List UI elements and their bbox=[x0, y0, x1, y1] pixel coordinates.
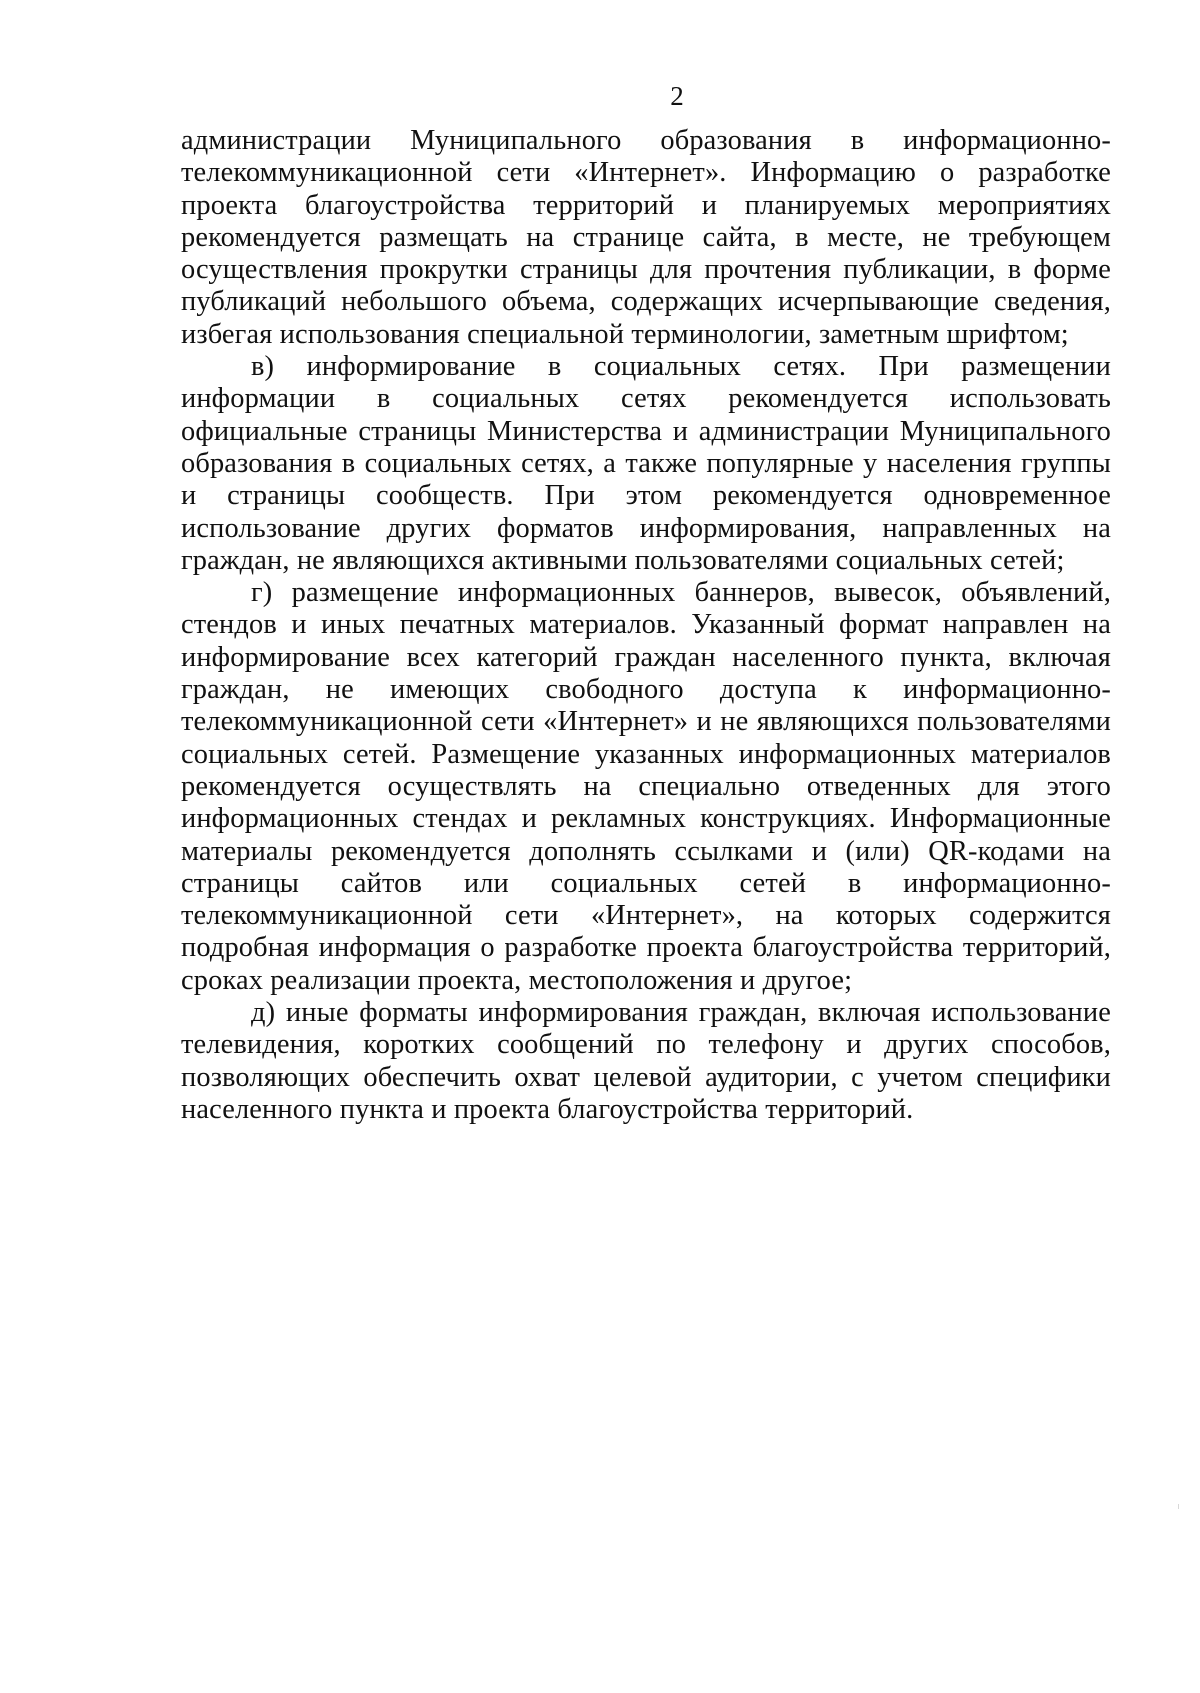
scan-margin-mark bbox=[1178, 1504, 1179, 1509]
page-number: 2 bbox=[670, 81, 684, 111]
paragraph-continuation: администрации Муниципального образования в информационно-телекоммуникационной сети «Интернет». Информацию о разработке проекта благоустройства территорий и планируемых мероприятиях рекомендуется размещать на странице сайта, в месте, не требующем осуществления прокрутки страницы для прочтения публикации, в форме публикаций небольшого объема, содержащих исчерпывающие сведения, избегая использования специальной терминологии, заметным шрифтом; bbox=[181, 125, 1111, 350]
paragraph-social-networks: в) информирование в социальных сетях. При размещении информации в социальных сетях рекомендуется использовать официальные страницы Министерства и администрации Муниципального образования в социальных сетях, а также популярные у населения группы и страницы сообществ. При этом рекомендуется одновременное использование других форматов информирования, направленных на граждан, не являющихся активными пользователями социальных сетей; bbox=[181, 351, 1111, 576]
paragraph-banners-stands: г) размещение информационных баннеров, вывесок, объявлений, стендов и иных печатных материалов. Указанный формат направлен на информирование всех категорий граждан населенного пункта, включая граждан, не имеющих свободного доступа к информационно-телекоммуникационной сети «Интернет» и не являющихся пользователями социальных сетей. Размещение указанных информационных материалов рекомендуется осуществлять на специально отведенных для этого информационных стендах и рекламных конструкциях. Информационные материалы рекомендуется дополнять ссылками и (или) QR-кодами на страницы сайтов или социальных сетей в информационно-телекоммуникационной сети «Интернет», на которых содержится подробная информация о разработке проекта благоустройства территорий, сроках реализации проекта, местоположения и другое; bbox=[181, 577, 1111, 996]
paragraph-other-formats: д) иные форматы информирования граждан, включая использование телевидения, коротких сообщений по телефону и других способов, позволяющих обеспечить охват целевой аудитории, с учетом специфики населенного пункта и проекта благоустройства территорий. bbox=[181, 997, 1111, 1125]
document-body bbox=[181, 125, 1111, 1126]
